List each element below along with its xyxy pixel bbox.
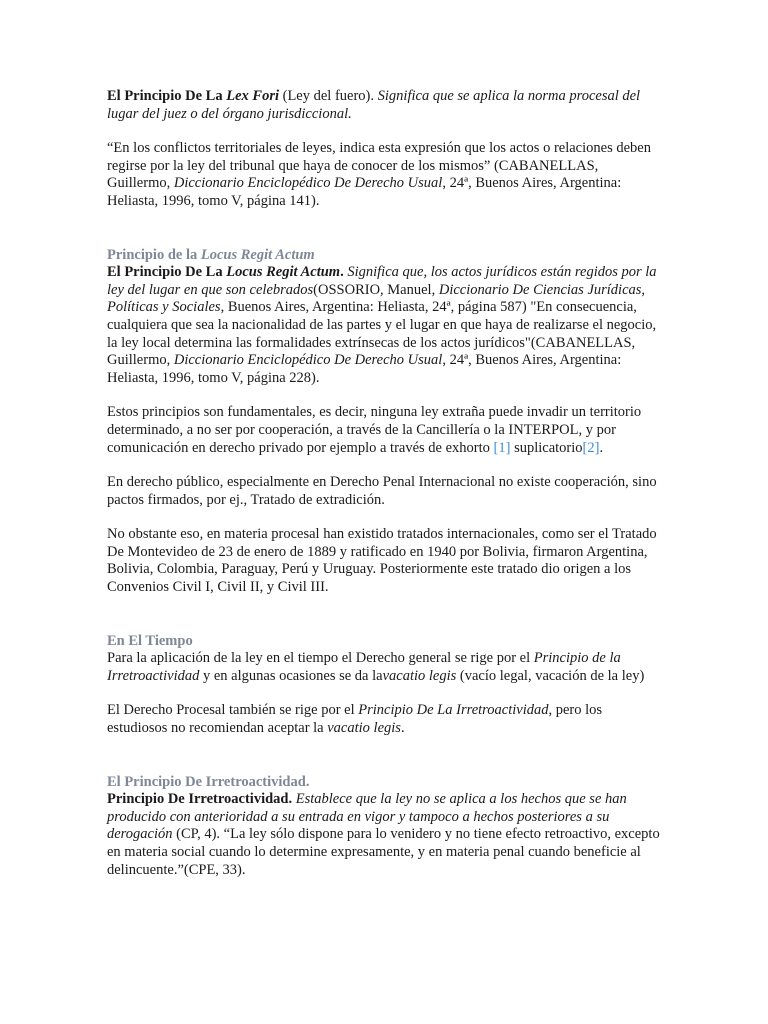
document-page <box>107 88 665 879</box>
lex-fori-plain: (Ley del fuero). <box>279 88 378 104</box>
paragraph-lex-fori-quote <box>107 140 665 210</box>
lex-fori-bold-lead: El Principio De La <box>107 88 227 104</box>
paragraph-treaties: No obstante eso, en materia procesal han existido tratados internacionales, como ser el Tratado De Montevideo de 23 de enero de 1889 y ratificado en 1940 por Bolivia, firmaron Argentina, Bolivia, Colombia, Paraguay, Perú y Uruguay. Posteriormente este tratado dio origen a los Convenios Civil I, Civil II, y Civil III. <box>107 526 657 596</box>
paragraph-derecho-procesal <box>107 702 665 737</box>
tiempo-text-a: Para la aplicación de la ley en el tiempo el Derecho general se rige por el <box>107 650 534 667</box>
tiempo-text-b: y en algunas ocasiones se da la <box>199 667 383 684</box>
heading-irretroactividad: El Principio De Irretroactividad. <box>107 773 310 790</box>
locus-citation-2-book: Diccionario Enciclopédico De Derecho Usual <box>173 352 443 369</box>
principles-text-c: . <box>599 439 604 456</box>
paragraph-irretroactividad <box>107 791 665 879</box>
footnote-link-2[interactable]: [2] <box>582 439 600 456</box>
paragraph-lex-fori <box>107 88 665 123</box>
lex-fori-citation-tail: , 24ª, Buenos Aires, Argentina: Heliasta, 1996, tomo V, página 141). <box>107 175 622 209</box>
heading-en-el-tiempo: En El Tiempo <box>107 632 193 649</box>
tiempo-italic-b: vacatio legis <box>382 667 457 684</box>
lex-fori-quote: “En los conflictos territoriales de leyes, indica esta expresión que los actos o relaciones deben regirse por la ley del tribunal que haya de conocer de los mismos” (CABANELLAS, Guillermo, <box>107 140 651 192</box>
procesal-text-b: , pero los estudiosos no recomiendan aceptar la <box>107 702 603 737</box>
locus-citation-1a: (OSSORIO, Manuel, <box>313 281 439 298</box>
procesal-text-a: El Derecho Procesal también se rige por el <box>107 702 359 719</box>
procesal-text-c: . <box>400 720 405 737</box>
paragraph-locus-regit-actum <box>107 264 665 387</box>
locus-term: Locus Regit Actum <box>226 264 341 281</box>
heading-locus-regit-actum <box>107 247 665 265</box>
heading-locus-italic: Locus Regit Actum <box>200 246 315 263</box>
locus-bold-lead: El Principio De La <box>107 264 227 281</box>
locus-citation-1-book: Diccionario De Ciencias Jurídicas, Políticas y Sociales <box>107 281 646 316</box>
paragraph-public-law: En derecho público, especialmente en Derecho Penal Internacional no existe cooperación, sino pactos firmados, por ej., Tratado de extradición. <box>107 474 657 508</box>
paragraph-principles <box>107 404 665 457</box>
lex-fori-definition: Significa que se aplica la norma procesal del lugar del juez o del órgano jurisdiccional. <box>107 88 641 122</box>
irretro-definition: Establece que la ley no se aplica a los hechos que se han producido con anterioridad a su entrada en vigor y tampoco a hechos posteriores a su derogación <box>107 791 627 843</box>
locus-definition: Significa que, los actos jurídicos están regidos por la ley del lugar en que son celebrados <box>107 264 657 298</box>
lex-fori-book-title: Diccionario Enciclopédico De Derecho Usual <box>173 175 443 192</box>
lex-fori-term: Lex Fori <box>226 88 279 104</box>
principles-text-b: suplicatorio <box>510 439 583 456</box>
locus-citation-2-tail: , 24ª, Buenos Aires, Argentina: Heliasta, 1996, tomo V, página 228). <box>107 352 622 386</box>
heading-locus-plain: Principio de la <box>107 246 201 263</box>
paragraph-en-el-tiempo <box>107 650 665 685</box>
procesal-italic-a: Principio De La Irretroactividad <box>358 702 549 719</box>
procesal-italic-b: vacatio legis <box>327 720 401 737</box>
locus-period: . <box>340 264 344 281</box>
irretro-bold-lead: Principio De Irretroactividad. <box>107 791 293 808</box>
irretro-tail: (CP, 4). “La ley sólo dispone para lo venidero y no tiene efecto retroactivo, excepto en materia social cuando lo determine expresamente, y en materia penal cuando beneficie al delincuente.”(CPE, 33). <box>107 826 660 878</box>
principles-text-a: Estos principios son fundamentales, es decir, ninguna ley extraña puede invadir un territorio determinado, a no ser por cooperación, a través de la Cancillería o la INTERPOL, y por comunicación en derecho privado por ejemplo a través de exhorto <box>107 404 642 456</box>
tiempo-text-c: (vacío legal, vacación de la ley) <box>456 667 645 684</box>
tiempo-italic-a: Principio de la Irretroactividad <box>107 650 621 684</box>
footnote-link-1[interactable]: [1] <box>493 439 511 456</box>
locus-citation-1b: , Buenos Aires, Argentina: Heliasta, 24ª, página 587) "En consecuencia, cualquiera que sea la nacionalidad de las partes y el lugar en que haya de realizarse el negocio, la ley local determina las formalidades extrínsecas de los actos jurídicos"(CABANELLAS, Guillermo, <box>107 299 657 369</box>
